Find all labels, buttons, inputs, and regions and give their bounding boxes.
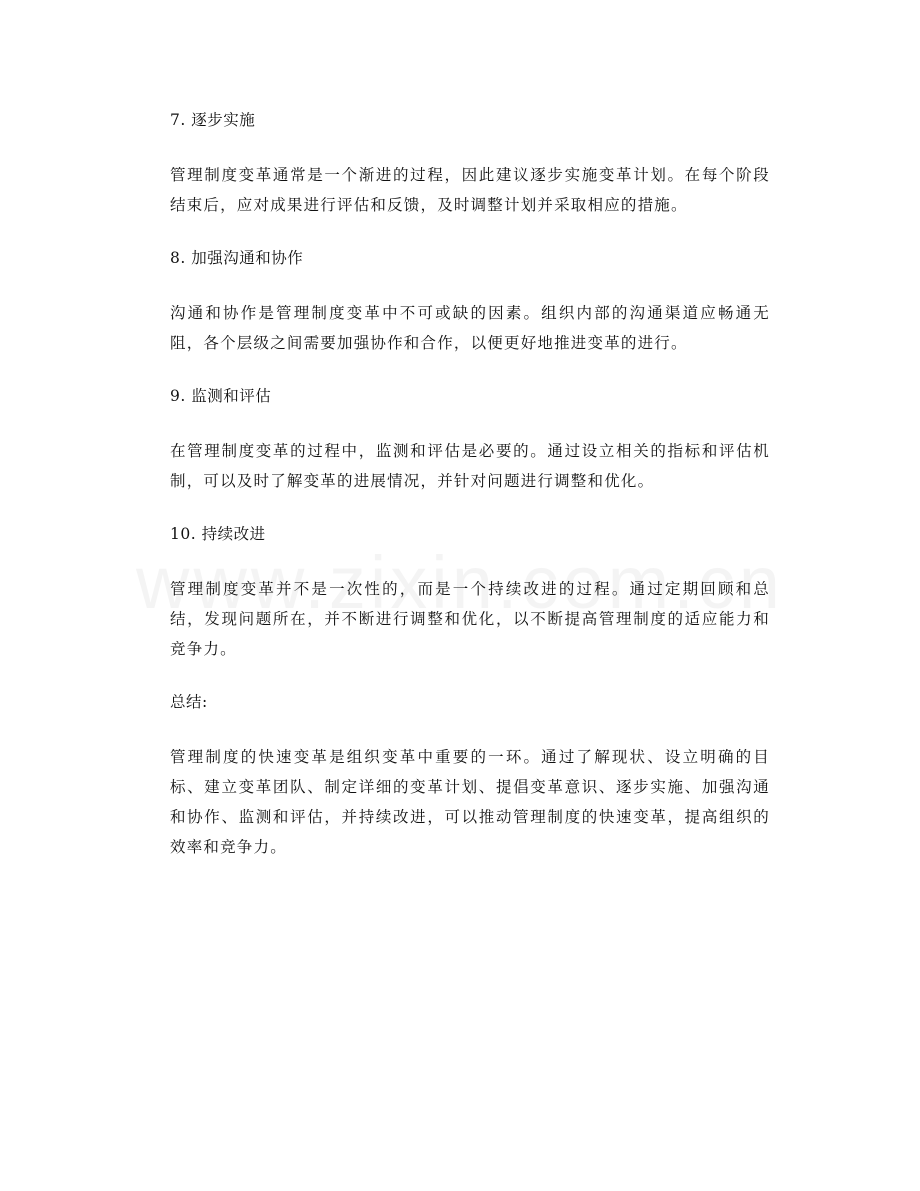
section-heading-9: 9. 监测和评估 — [170, 387, 272, 405]
section-body-7: 管理制度变革通常是一个渐进的过程，因此建议逐步实施变革计划。在每个阶段结束后，应对成果进行评估和反馈，及时调整计划并采取相应的措施。 — [170, 166, 770, 214]
section-body-10: 管理制度变革并不是一次性的，而是一个持续改进的过程。通过定期回顾和总结，发现问题所在，并不断进行调整和优化，以不断提高管理制度的适应能力和竞争力。 — [170, 580, 770, 658]
section-heading-7: 7. 逐步实施 — [170, 111, 256, 129]
section-body-8: 沟通和协作是管理制度变革中不可或缺的因素。组织内部的沟通渠道应畅通无阻，各个层级之间需要加强协作和合作，以便更好地推进变革的进行。 — [170, 304, 770, 352]
document-content — [170, 104, 770, 884]
section-body-9: 在管理制度变革的过程中，监测和评估是必要的。通过设立相关的指标和评估机制，可以及时了解变革的进展情况，并针对问题进行调整和优化。 — [170, 442, 770, 490]
summary-body: 管理制度的快速变革是组织变革中重要的一环。通过了解现状、设立明确的目标、建立变革团队、制定详细的变革计划、提倡变革意识、逐步实施、加强沟通和协作、监测和评估，并持续改进，可以推动管理制度的快速变革，提高组织的效率和竞争力。 — [170, 748, 770, 856]
section-heading-10: 10. 持续改进 — [170, 525, 266, 543]
summary-heading: 总结: — [170, 693, 208, 711]
section-heading-8: 8. 加强沟通和协作 — [170, 249, 304, 267]
